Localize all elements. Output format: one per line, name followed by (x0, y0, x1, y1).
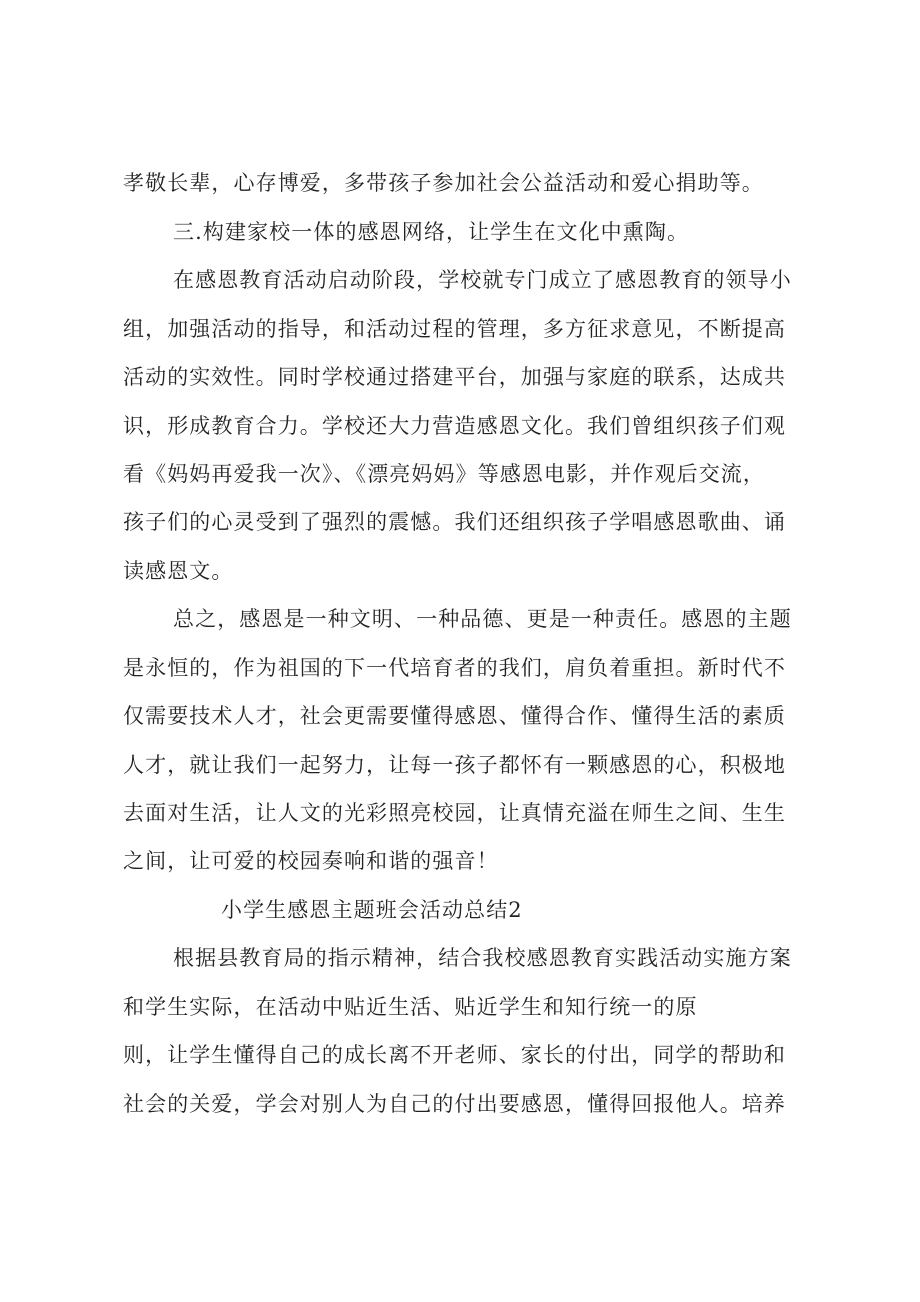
section-heading: 三.构建家校一体的感恩网络，让学生在文化中熏陶。 (173, 220, 690, 244)
paragraph-line: 之间，让可爱的校园奏响和谐的强音！ (123, 849, 499, 873)
section-title: 小学生感恩主题班会活动总结2 (221, 898, 523, 922)
paragraph-line: 孩子们的心灵受到了强烈的震憾。我们还组织孩子学唱感恩歌曲、诵 (123, 510, 786, 534)
paragraph-line: 活动的实效性。同时学校通过搭建平台，加强与家庭的联系，达成共 (123, 365, 786, 389)
paragraph-line: 孝敬长辈，心存博爱，多带孩子参加社会公益活动和爱心捐助等。 (123, 171, 764, 195)
paragraph-line: 仅需要技术人才，社会更需要懂得感恩、懂得合作、懂得生活的素质 (123, 704, 786, 728)
paragraph-line: 总之，感恩是一种文明、一种品德、更是一种责任。感恩的主题 (173, 607, 792, 631)
paragraph-line: 去面对生活，让人文的光彩照亮校园，让真情充溢在师生之间、生生 (123, 801, 786, 825)
paragraph-line: 和学生实际，在活动中贴近生活、贴近学生和知行统一的原 (123, 995, 698, 1019)
paragraph-line: 是永恒的，作为祖国的下一代培育者的我们，肩负着重担。新时代不 (123, 656, 786, 680)
paragraph-line: 人才，就让我们一起努力，让每一孩子都怀有一颗感恩的心，积极地 (123, 753, 786, 777)
paragraph-line: 社会的关爱，学会对别人为自己的付出要感恩，懂得回报他人。培养 (123, 1092, 786, 1116)
paragraph-line: 则，让学生懂得自己的成长离不开老师、家长的付出，同学的帮助和 (123, 1043, 786, 1067)
paragraph-line: 在感恩教育活动启动阶段，学校就专门成立了感恩教育的领导小 (173, 268, 792, 292)
paragraph-line: 读感恩文。 (123, 559, 234, 583)
paragraph-line: 看《妈妈再爱我一次》、《漂亮妈妈》等感恩电影，并作观后交流， (123, 462, 765, 486)
paragraph-line: 识，形成教育合力。学校还大力营造感恩文化。我们曾组织孩子们观 (123, 414, 786, 438)
paragraph-line: 组，加强活动的指导，和活动过程的管理，多方征求意见，不断提高 (123, 317, 786, 341)
paragraph-line: 根据县教育局的指示精神，结合我校感恩教育实践活动实施方案 (173, 946, 792, 970)
